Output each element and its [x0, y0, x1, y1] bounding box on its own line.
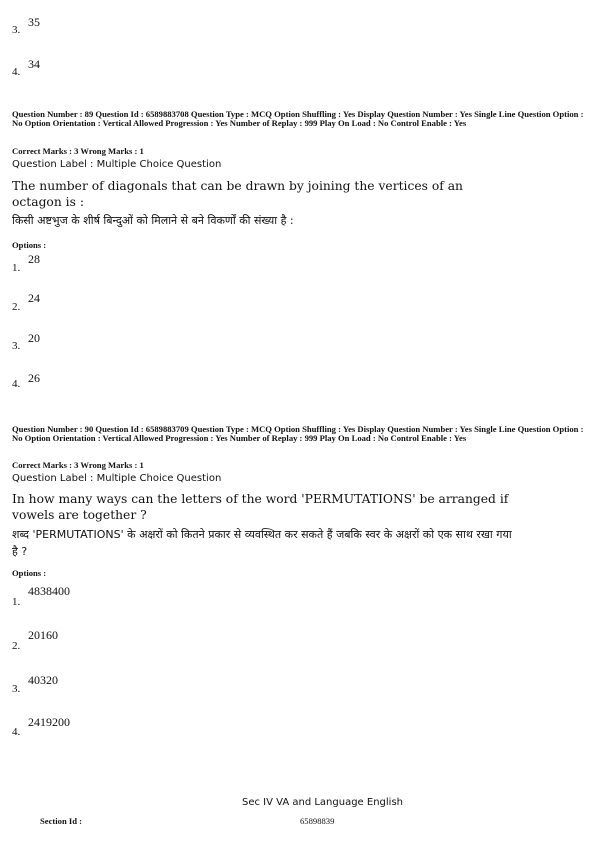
option-number: 2. [12, 301, 21, 313]
option-number: 1. [12, 262, 21, 274]
question-meta: Question Number : 90 Question Id : 6589883709 Question Type : MCQ Option Shuffling : Yes Display Question Number : Yes Single Line Question Option : No Option Orientation : Vertical Allowed Progression : Yes Number of Replay : 999 Play On Load : No Control Enable : Yes [12, 424, 584, 444]
question-text-english: In how many ways can the letters of the word 'PERMUTATIONS' be arranged if vowels are together ? [12, 492, 509, 522]
option-value: 26 [28, 371, 40, 385]
question-meta: Question Number : 89 Question Id : 6589883708 Question Type : MCQ Option Shuffling : Yes Display Question Number : Yes Single Line Question Option : No Option Orientation : Vertical Allowed Progression : Yes Number of Replay : 999 Play On Load : No Control Enable : Yes [12, 109, 584, 129]
option-number: 4. [12, 726, 21, 738]
option-value: 20160 [28, 628, 58, 642]
section-id-label: Section Id : [40, 816, 83, 826]
option-number: 3. [12, 340, 21, 352]
question-text-hindi: शब्द 'PERMUTATIONS' के अक्षरों को कितने प्रकार से व्यवस्थित कर सकते हैं जबकि स्वर के अक्षरों को एक साथ रखा गया है ? [12, 528, 512, 558]
option-number: 4. [12, 378, 21, 390]
question-label: Question Label : Multiple Choice Question [12, 473, 222, 484]
option-number: 2. [12, 640, 21, 652]
question-label: Question Label : Multiple Choice Question [12, 159, 222, 170]
option-number: 3. [12, 683, 21, 695]
question-marks: Correct Marks : 3 Wrong Marks : 1 [12, 146, 144, 156]
section-id-value: 65898839 [300, 816, 335, 826]
option-value: 2419200 [28, 715, 70, 729]
option-number: 3. [12, 24, 21, 36]
option-number: 4. [12, 66, 21, 78]
option-value: 35 [28, 15, 40, 29]
option-value: 28 [28, 252, 40, 266]
option-number: 1. [12, 596, 21, 608]
option-value: 34 [28, 57, 40, 71]
option-value: 40320 [28, 673, 58, 687]
option-value: 20 [28, 331, 40, 345]
question-text-hindi: किसी अष्टभुज के शीर्ष बिन्दुओं को मिलाने से बने विकर्णों की संख्या है : [12, 214, 294, 227]
option-value: 4838400 [28, 584, 70, 598]
option-value: 24 [28, 291, 40, 305]
question-text-english: The number of diagonals that can be drawn by joining the vertices of an octagon is : [12, 179, 463, 209]
question-marks: Correct Marks : 3 Wrong Marks : 1 [12, 460, 144, 470]
options-title: Options : [12, 568, 47, 578]
options-title: Options : [12, 240, 47, 250]
section-name: Sec IV VA and Language English [242, 797, 403, 808]
